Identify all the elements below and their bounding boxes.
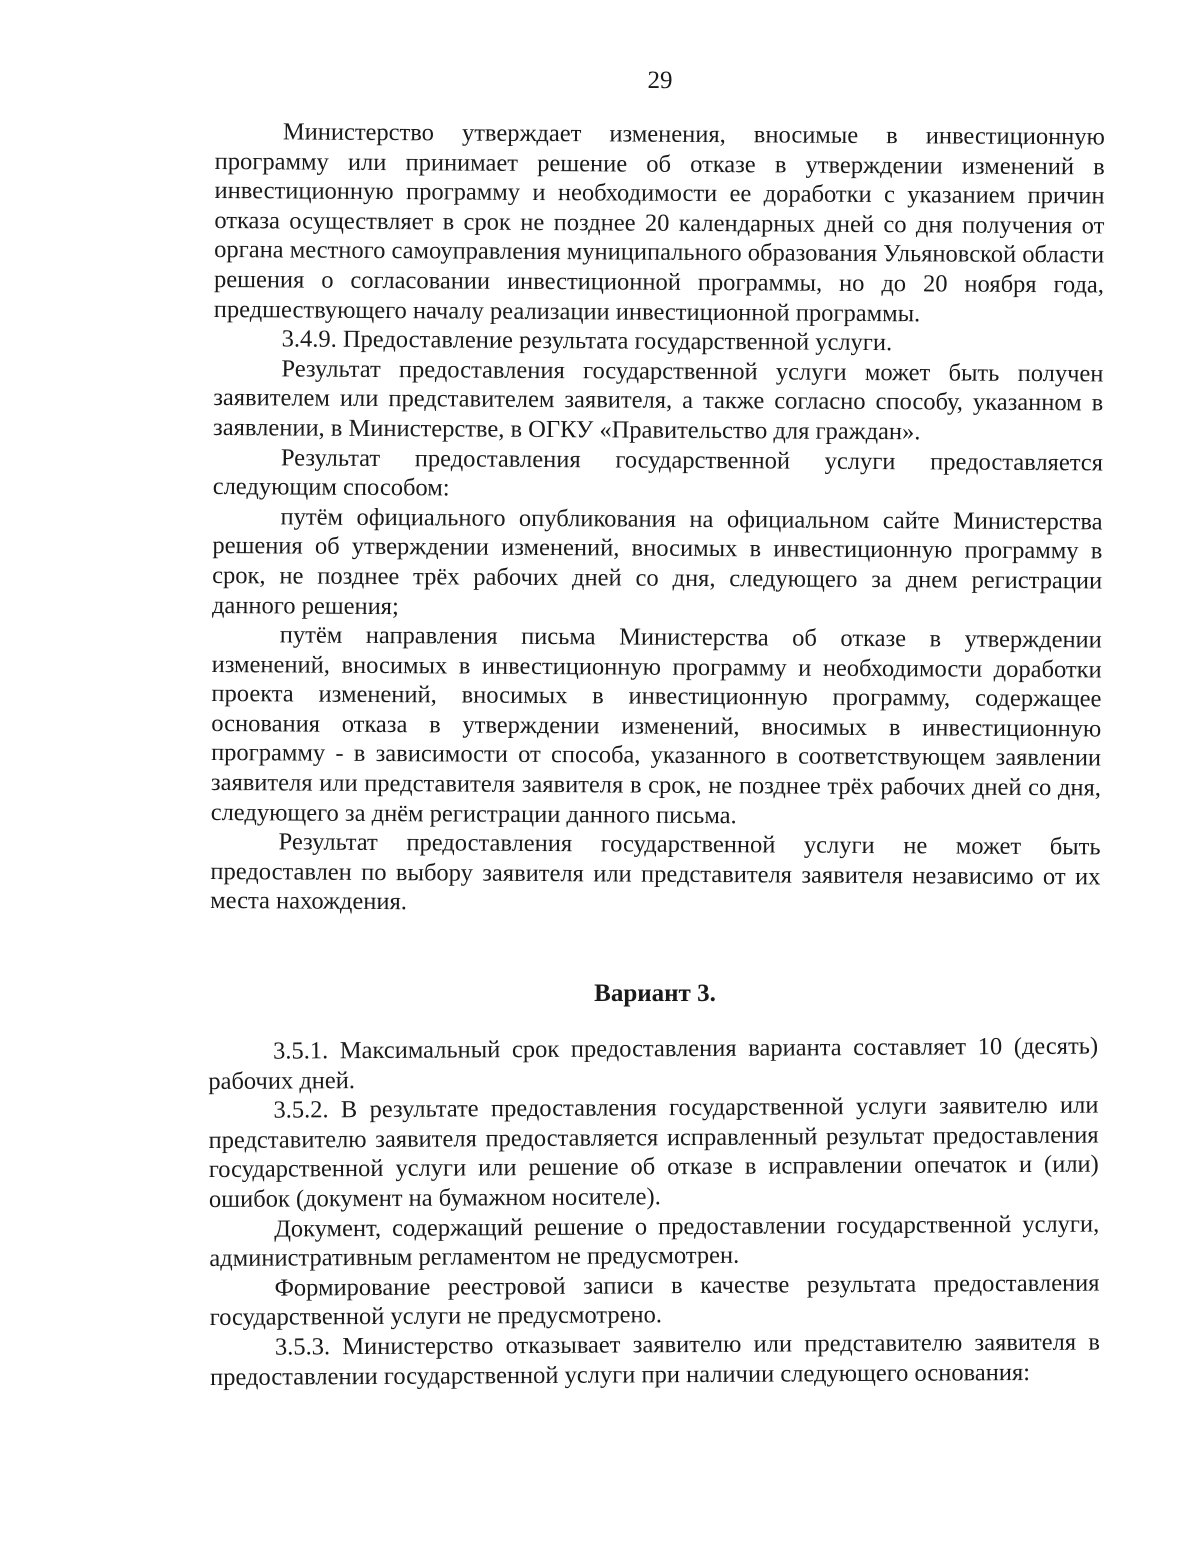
page-number: 29 xyxy=(647,67,673,94)
paragraph-method-letter: путём направления письма Министерства об отказе в утверждении изменений, вносимых в инвестиционную программу и необходимости доработки проекта изменений, вносимых в инвестиционную программу, содержащее основания отказа в утверждении изменений, вносимых в инвестиционную программу - в зависимости от способа, указанного в соответствующем заявлении заявителя или представителя заявителя в срок, не позднее трёх рабочих дней со дня, следующего за днём регистрации данного письма. xyxy=(210,621,1102,829)
paragraph-3-5-1: 3.5.1. Максимальный срок предоставления варианта составляет 10 (десять) рабочих дней. xyxy=(208,1032,1099,1095)
paragraph-3-5-2: 3.5.2. В результате предоставления государственной услуги заявителю или представителю заявителя предоставляется исправленный результат предоставления государственной услуги или решение об отказе в исправлении опечаток и (или) ошибок (документ на бумажном носителе). xyxy=(208,1091,1099,1213)
variant-heading: Вариант 3. xyxy=(594,980,716,1007)
section-3-5-text xyxy=(208,1032,1100,1393)
paragraph-document-decision: Документ, содержащий решение о предоставлении государственной услуги, административным регламентом не предусмотрен. xyxy=(209,1210,1100,1273)
paragraph-method-publication: путём официального опубликования на официальном сайте Министерства решения об утверждении изменений, вносимых в инвестиционную программу в срок, не позднее трёх рабочих дней со дня, следующего за днем регистрации данного решения; xyxy=(211,503,1103,620)
paragraph-3-5-3: 3.5.3. Министерство отказывает заявителю или представителю заявителя в предоставлении государственной услуги при наличии следующего основания: xyxy=(209,1328,1100,1391)
paragraph-result-method-intro: Результат предоставления государственной услуги предоставляется следующим способом: xyxy=(212,443,1103,502)
paragraph-result-receipt: Результат предоставления государственной услуги может быть получен заявителем или представителем заявителя, а также согласно способу, указанном в заявлении, в Министерстве, в ОГКУ «Правительство для граждан». xyxy=(213,355,1104,446)
paragraph-registry-record: Формирование реестровой записи в качестве результата предоставления государственной услуги не предусмотрено. xyxy=(209,1269,1100,1332)
paragraph-result-location: Результат предоставления государственной услуги не может быть предоставлен по выбору заявителя или представителя заявителя независимо от их места нахождения. xyxy=(210,828,1101,916)
paragraph-approval-terms: Министерство утверждает изменения, вносимые в инвестиционную программу или принимает решение об отказе в утверждении изменений в инвестиционную программу и необходимости ее доработки с указанием причин отказа осуществляет в срок не позднее 20 календарных дней со дня получения от органа местного самоуправления муниципального образования Ульяновской области решения о согласовании инвестиционной программы, но до 20 ноября года, предшествующего началу реализации инвестиционной программы. xyxy=(213,118,1105,327)
paragraph-3-4-9-title: 3.4.9. Предоставление результата государственной услуги. xyxy=(281,325,893,357)
section-3-4-text xyxy=(210,117,1105,921)
